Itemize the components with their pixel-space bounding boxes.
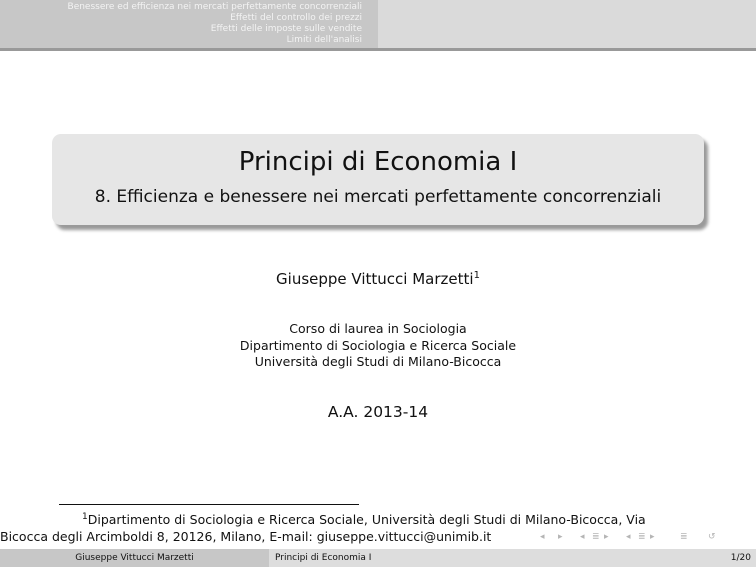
footnote-text-1: Dipartimento di Sociologia e Ricerca Sociale, Università degli Studi di Milano-Bicocca, Via [87,512,646,528]
section-link-limiti[interactable]: Limiti dell'analisi [286,35,362,45]
header-sections-panel [0,0,378,51]
nav-next-section-icon[interactable]: ▸ [604,532,610,542]
footnote-line-1 [58,509,748,528]
author-name: Giuseppe Vittucci Marzetti [276,270,474,288]
section-link-imposte[interactable]: Effetti delle imposte sulle vendite [210,24,362,34]
footer-title-bar [269,549,756,567]
section-navigation [68,2,362,46]
nav-toc-icon[interactable]: ≣ [680,532,689,542]
nav-prev-section-icon[interactable]: ◂ [580,532,586,542]
title-block [52,134,704,225]
section-link-benessere[interactable]: Benessere ed efficienza nei mercati perfettamente concorrenziali [67,2,362,12]
nav-next-frame-icon[interactable]: ▸ [558,532,564,542]
footer-title: Principi di Economia I [275,553,372,563]
nav-prev-subsection-icon[interactable]: ◂ [626,532,632,542]
nav-search-icon[interactable]: ↺ [708,532,717,542]
institution-line-department: Dipartimento di Sociologia e Ricerca Sociale [239,337,517,353]
institution [0,321,756,371]
author [0,266,756,289]
footnote-mark: 1 [82,512,88,522]
nav-section-icon: ≣ [592,532,601,542]
nav-next-subsection-icon[interactable]: ▸ [650,532,656,542]
footer-author: Giuseppe Vittucci Marzetti [0,549,269,567]
page-number: 1/20 [730,553,751,563]
nav-subsection-icon: ≣ [638,532,647,542]
section-link-controllo-prezzi[interactable]: Effetti del controllo dei prezzi [230,13,362,23]
presentation-subtitle: 8. Efficienza e benessere nei mercati perfettamente concorrenziali [94,187,662,207]
presentation-title: Principi di Economia I [238,147,518,177]
slide-footer [0,549,756,567]
slide-header [0,0,756,48]
nav-prev-frame-icon[interactable]: ◂ [540,532,546,542]
institution-line-university: Università degli Studi di Milano-Bicocca [254,354,502,369]
academic-year: A.A. 2013-14 [327,403,429,421]
footnote-line-2: Bicocca degli Arcimboldi 8, 20126, Milano, E-mail: giuseppe.vittucci@unimib.it [0,529,492,545]
author-footnote-mark[interactable]: 1 [473,270,480,281]
footnote-rule [59,504,359,505]
header-subsection-panel [378,0,756,51]
institution-line-course: Corso di laurea in Sociologia [289,321,467,336]
